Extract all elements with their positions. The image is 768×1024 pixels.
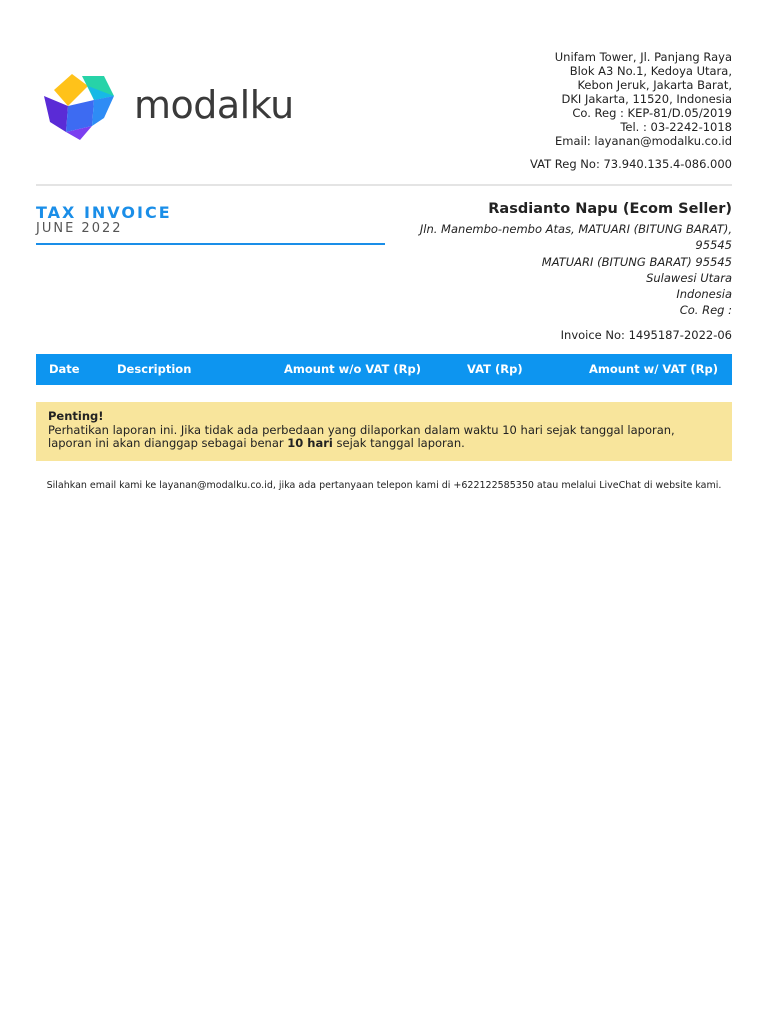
notice-heading: Penting!	[48, 409, 104, 423]
invoice-number: Invoice No: 1495187-2022-06	[560, 328, 732, 342]
recipient-address-line: Indonesia	[676, 287, 732, 302]
recipient-name: Rasdianto Napu (Ecom Seller)	[488, 201, 732, 217]
company-address-line: Unifam Tower, Jl. Panjang Raya	[554, 50, 732, 64]
important-notice	[36, 402, 732, 461]
column-header-date: Date	[49, 362, 80, 376]
vat-reg-number: VAT Reg No: 73.940.135.4-086.000	[530, 157, 732, 171]
column-header-description: Description	[117, 362, 192, 376]
contact-footer: Silahkan email kami ke layanan@modalku.co.id, jika ada pertanyaan telepon kami di +622122585350 atau melalui LiveChat di website kami.	[46, 480, 722, 491]
company-reg: Co. Reg : KEP-81/D.05/2019	[572, 106, 732, 120]
company-address-line: Kebon Jeruk, Jakarta Barat,	[577, 78, 732, 92]
notice-text-end: sejak tanggal laporan.	[332, 436, 465, 450]
modalku-logo-icon	[42, 70, 116, 140]
title-underline	[36, 243, 385, 245]
company-phone: Tel. : 03-2242-1018	[620, 120, 732, 134]
invoice-period: JUNE 2022	[36, 221, 123, 236]
recipient-address-line: MATUARI (BITUNG BARAT) 95545	[541, 254, 732, 269]
notice-body	[48, 424, 720, 451]
recipient-address	[392, 221, 732, 319]
column-header-amount-with-vat: Amount w/ VAT (Rp)	[588, 362, 718, 376]
notice-text: Perhatikan laporan ini. Jika tidak ada perbedaan yang dilaporkan dalam waktu 10 hari sejak tanggal laporan, laporan ini akan dianggap sebagai benar	[48, 422, 675, 450]
header-divider	[36, 184, 732, 186]
invoice-title: TAX INVOICE	[36, 203, 172, 222]
recipient-block	[392, 201, 732, 319]
column-header-amount-without-vat: Amount w/o VAT (Rp)	[284, 362, 421, 376]
column-header-vat: VAT (Rp)	[467, 362, 523, 376]
notice-emphasis: 10 hari	[287, 436, 333, 450]
recipient-address-line: Sulawesi Utara	[646, 270, 732, 285]
company-logo	[42, 70, 294, 140]
company-address-block	[530, 50, 732, 171]
company-address-line: DKI Jakarta, 11520, Indonesia	[561, 92, 732, 106]
invoice-table-header	[36, 354, 732, 385]
company-email[interactable]: Email: layanan@modalku.co.id	[555, 134, 732, 148]
recipient-address-line: Jln. Manembo-nembo Atas, MATUARI (BITUNG BARAT),	[419, 222, 732, 236]
company-address-line: Blok A3 No.1, Kedoya Utara,	[569, 64, 732, 78]
brand-wordmark: modalku	[134, 83, 294, 127]
recipient-address-line: 95545	[695, 238, 732, 253]
recipient-reg: Co. Reg :	[679, 303, 732, 318]
